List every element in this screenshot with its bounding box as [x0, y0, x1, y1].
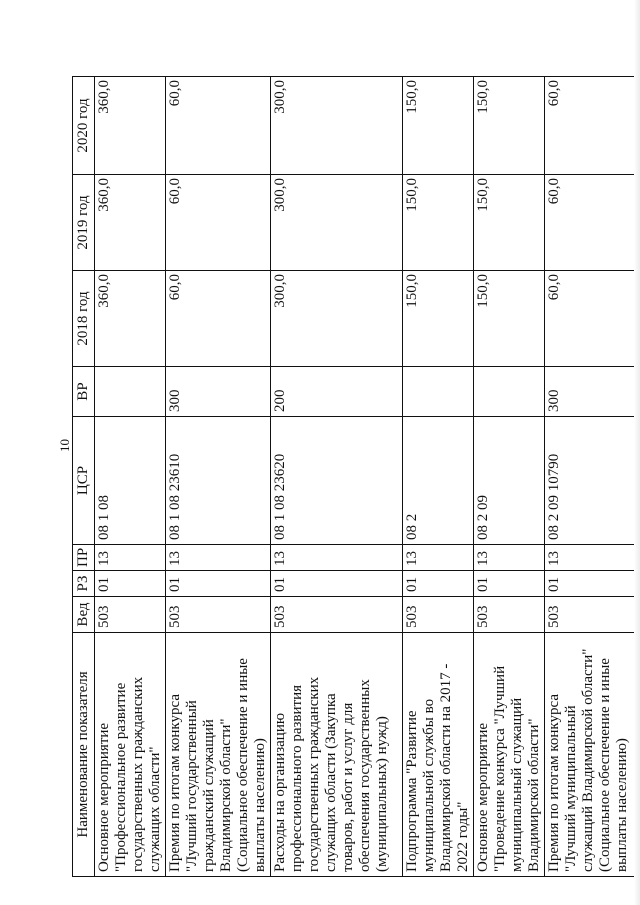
row-2019: 300,0 — [271, 175, 403, 271]
row-2020: 60,0 — [166, 77, 271, 175]
row-csr: 08 2 09 — [474, 417, 545, 545]
row-2020: 150,0 — [474, 77, 545, 175]
header-csr: ЦСР — [73, 417, 95, 545]
row-rz: 01 — [474, 571, 545, 597]
row-csr: 08 2 09 10790 — [545, 417, 640, 545]
row-pr: 13 — [95, 545, 166, 571]
row-2018: 60,0 — [545, 271, 640, 367]
row-pr: 13 — [403, 545, 474, 571]
row-2018: 150,0 — [474, 271, 545, 367]
row-name: Расходы на организацию профессионального развития государственных гражданских служащих области (Закупка товаров, работ и услуг для обеспечения государственных (муниципальных) нужд) — [271, 633, 403, 877]
row-vr — [95, 367, 166, 417]
row-rz: 01 — [403, 571, 474, 597]
row-pr: 13 — [545, 545, 640, 571]
row-ved: 503 — [271, 597, 403, 633]
row-ved: 503 — [95, 597, 166, 633]
table-row — [545, 77, 640, 877]
row-vr: 300 — [545, 367, 640, 417]
header-name: Наименование показателя — [73, 633, 95, 877]
rotated-document-area — [72, 77, 630, 877]
row-csr: 08 2 — [403, 417, 474, 545]
row-pr: 13 — [166, 545, 271, 571]
row-2019: 150,0 — [474, 175, 545, 271]
row-pr: 13 — [474, 545, 545, 571]
row-ved: 503 — [166, 597, 271, 633]
row-vr — [474, 367, 545, 417]
row-csr: 08 1 08 23620 — [271, 417, 403, 545]
row-2020: 360,0 — [95, 77, 166, 175]
row-2019: 60,0 — [166, 175, 271, 271]
row-name: Премия по итогам конкурса "Лучший государственный гражданский служащий Владимирской области" (Социальное обеспечение и иные выплаты населению) — [166, 633, 271, 877]
row-name: Премия по итогам конкурса "Лучший муниципальный служащий Владимирской области" (Социальное обеспечение и иные выплаты населению) — [545, 633, 640, 877]
scan-edge-shadow — [634, 0, 640, 905]
row-2020: 60,0 — [545, 77, 640, 175]
header-2020: 2020 год — [73, 77, 95, 175]
table-row — [95, 77, 166, 877]
header-2018: 2018 год — [73, 271, 95, 367]
row-ved: 503 — [474, 597, 545, 633]
row-rz: 01 — [166, 571, 271, 597]
budget-table — [72, 76, 640, 877]
row-2018: 150,0 — [403, 271, 474, 367]
row-ved: 503 — [545, 597, 640, 633]
row-name: Основное мероприятие "Проведение конкурса "Лучший муниципальный служащий Владимирской области" — [474, 633, 545, 877]
row-2018: 360,0 — [95, 271, 166, 367]
header-rz: РЗ — [73, 571, 95, 597]
table-row — [166, 77, 271, 877]
header-pr: ПР — [73, 545, 95, 571]
header-2019: 2019 год — [73, 175, 95, 271]
page-number: 10 — [57, 439, 72, 452]
row-2020: 150,0 — [403, 77, 474, 175]
row-name: Подпрограмма "Развитие муниципальной службы во Владимирской области на 2017 - 2022 годы" — [403, 633, 474, 877]
row-2018: 60,0 — [166, 271, 271, 367]
row-vr — [403, 367, 474, 417]
row-2019: 150,0 — [403, 175, 474, 271]
row-vr: 200 — [271, 367, 403, 417]
row-2018: 300,0 — [271, 271, 403, 367]
row-2019: 60,0 — [545, 175, 640, 271]
row-ved: 503 — [403, 597, 474, 633]
table-row — [403, 77, 474, 877]
table-header-row — [73, 77, 95, 877]
row-csr: 08 1 08 — [95, 417, 166, 545]
row-rz: 01 — [271, 571, 403, 597]
row-pr: 13 — [271, 545, 403, 571]
row-2020: 300,0 — [271, 77, 403, 175]
header-vr: ВР — [73, 367, 95, 417]
header-ved: Вед — [73, 597, 95, 633]
row-vr: 300 — [166, 367, 271, 417]
row-rz: 01 — [545, 571, 640, 597]
row-2019: 360,0 — [95, 175, 166, 271]
table-row — [474, 77, 545, 877]
row-rz: 01 — [95, 571, 166, 597]
table-row — [271, 77, 403, 877]
row-name: Основное мероприятие "Профессиональное развитие государственных гражданских служащих области" — [95, 633, 166, 877]
row-csr: 08 1 08 23610 — [166, 417, 271, 545]
